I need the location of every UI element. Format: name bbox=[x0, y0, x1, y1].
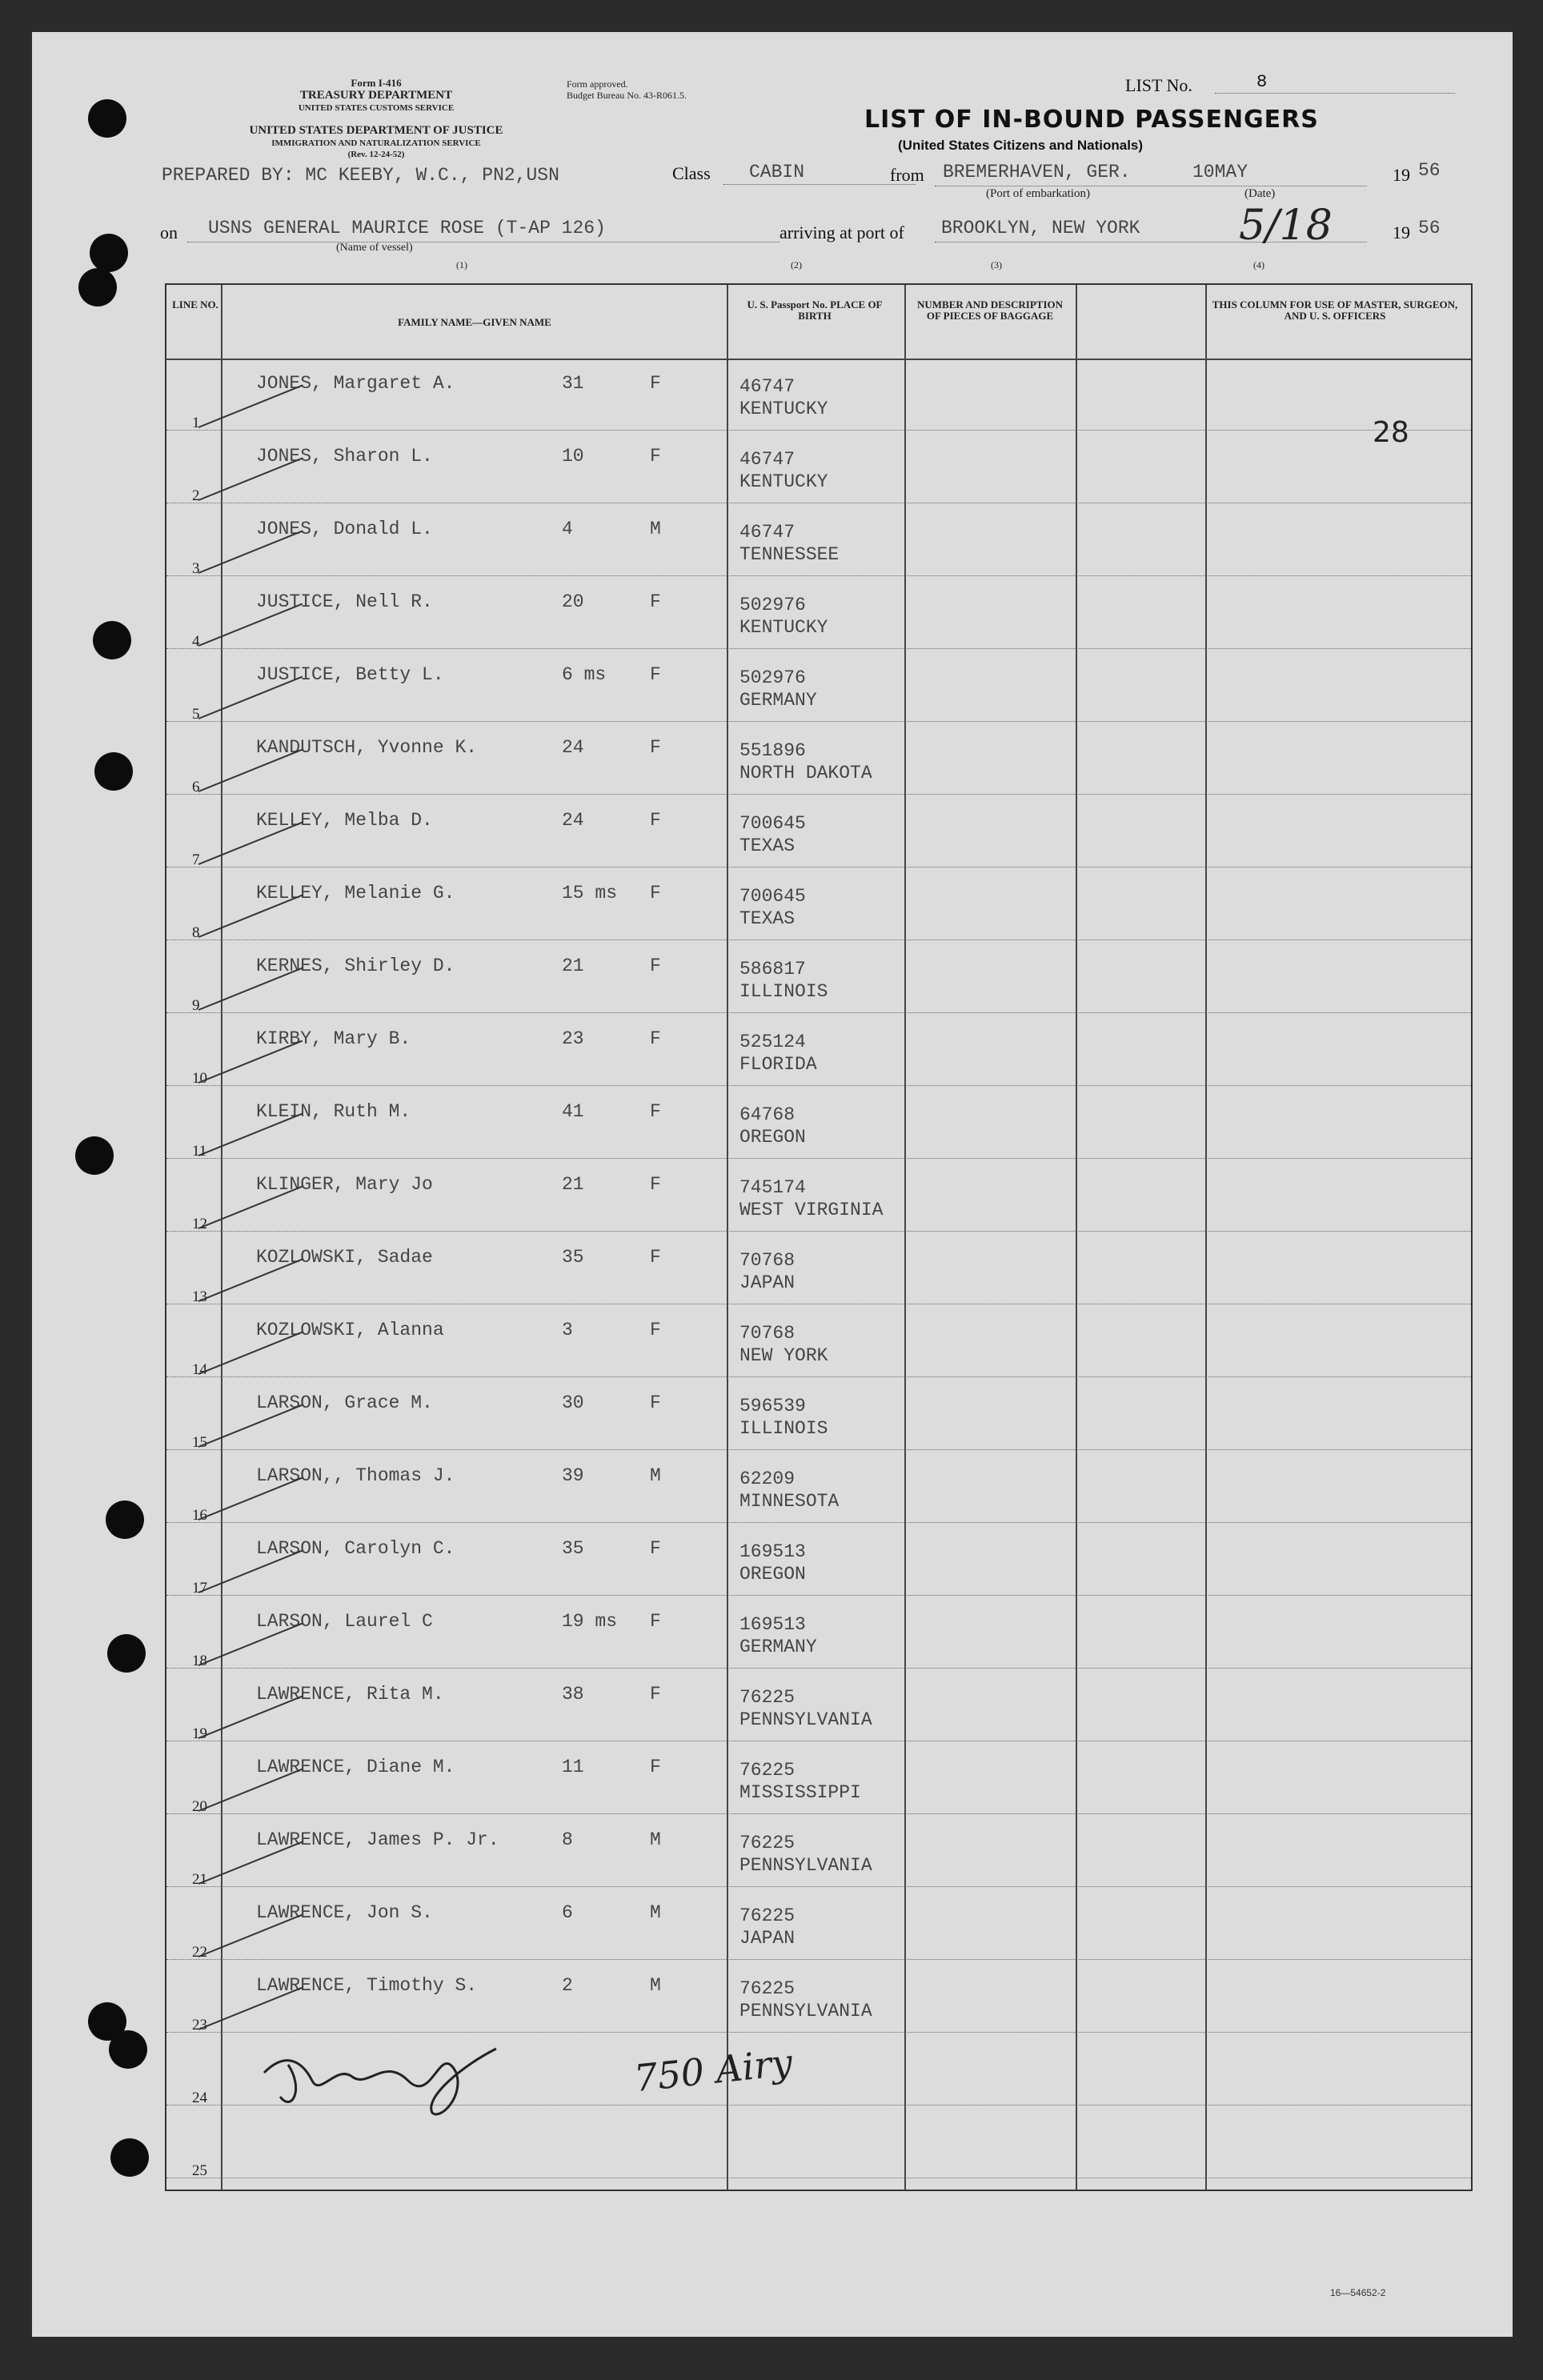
table-row bbox=[166, 504, 1471, 577]
line-number: 20 bbox=[192, 1798, 207, 1815]
passenger-name: KIRBY, Mary B. bbox=[256, 1028, 411, 1049]
passenger-name: JUSTICE, Nell R. bbox=[256, 591, 433, 612]
col-num-4: (4) bbox=[1253, 259, 1264, 270]
passport-number: 70768 bbox=[739, 1250, 796, 1271]
check-mark bbox=[198, 603, 303, 647]
passenger-name: LARSON, Laurel C bbox=[256, 1611, 433, 1632]
passenger-sex: F bbox=[650, 883, 661, 904]
line-number: 18 bbox=[192, 1653, 207, 1669]
passenger-sex: F bbox=[650, 1611, 661, 1632]
passenger-name: LARSON, Grace M. bbox=[256, 1392, 433, 1413]
passenger-sex: F bbox=[650, 373, 661, 394]
line-number: 25 bbox=[192, 2162, 207, 2179]
passenger-sex: F bbox=[650, 591, 661, 612]
passenger-name: JONES, Margaret A. bbox=[256, 373, 455, 394]
header-baggage: NUMBER AND DESCRIPTION OF PIECES OF BAGGAGE bbox=[916, 299, 1064, 322]
line-number: 22 bbox=[192, 1944, 207, 1961]
passenger-age: 24 bbox=[562, 737, 584, 758]
line-number: 5 bbox=[192, 706, 200, 723]
table-row bbox=[166, 1888, 1471, 1961]
form-footer-code: 16—54652-2 bbox=[1330, 2287, 1386, 2298]
check-mark bbox=[198, 1259, 303, 1302]
list-number: 8 bbox=[1256, 72, 1268, 92]
punch-hole bbox=[90, 234, 128, 272]
arriving-label: arriving at port of bbox=[780, 222, 904, 242]
birthplace: ILLINOIS bbox=[739, 981, 828, 1002]
birthplace: PENNSYLVANIA bbox=[739, 2001, 872, 2021]
passenger-age: 8 bbox=[562, 1829, 573, 1850]
table-row bbox=[166, 1087, 1471, 1160]
line-number: 17 bbox=[192, 1580, 207, 1597]
passport-number: 745174 bbox=[739, 1177, 806, 1198]
passenger-name: KOZLOWSKI, Alanna bbox=[256, 1320, 444, 1340]
line-number: 15 bbox=[192, 1434, 207, 1451]
on-label: on bbox=[160, 222, 178, 242]
table-row bbox=[166, 1669, 1471, 1742]
check-mark bbox=[198, 968, 303, 1011]
birthplace: JAPAN bbox=[739, 1928, 796, 1949]
birthplace: OREGON bbox=[739, 1564, 806, 1585]
passenger-name: LAWRENCE, Timothy S. bbox=[256, 1975, 478, 1996]
manifest-sheet bbox=[32, 32, 1513, 2337]
passenger-name: JONES, Donald L. bbox=[256, 519, 433, 539]
col-num-3: (3) bbox=[991, 259, 1002, 270]
passenger-sex: M bbox=[650, 519, 661, 539]
birthplace: TEXAS bbox=[739, 908, 796, 929]
passport-number: 502976 bbox=[739, 595, 806, 615]
birthplace: PENNSYLVANIA bbox=[739, 1709, 872, 1730]
table-row bbox=[166, 1742, 1471, 1815]
passenger-age: 39 bbox=[562, 1465, 584, 1486]
passenger-age: 20 bbox=[562, 591, 584, 612]
check-mark bbox=[198, 1404, 303, 1448]
passport-number: 46747 bbox=[739, 376, 796, 397]
passport-number: 46747 bbox=[739, 522, 796, 543]
passport-number: 76225 bbox=[739, 1687, 796, 1708]
passenger-age: 30 bbox=[562, 1392, 584, 1413]
passenger-sex: F bbox=[650, 1757, 661, 1777]
header-passport: U. S. Passport No. PLACE OF BIRTH bbox=[747, 299, 883, 322]
birthplace: JAPAN bbox=[739, 1272, 796, 1293]
vessel-label: (Name of vessel) bbox=[336, 242, 413, 254]
birthplace: KENTUCKY bbox=[739, 471, 828, 492]
justice-dept: UNITED STATES DEPARTMENT OF JUSTICE bbox=[249, 124, 503, 137]
check-mark bbox=[198, 1550, 303, 1593]
line-number: 13 bbox=[192, 1288, 207, 1305]
passenger-sex: F bbox=[650, 956, 661, 976]
check-mark bbox=[198, 1332, 303, 1375]
line-number: 8 bbox=[192, 924, 200, 941]
birthplace: OREGON bbox=[739, 1127, 806, 1148]
passenger-table bbox=[165, 283, 1473, 2191]
passport-number: 76225 bbox=[739, 1905, 796, 1926]
check-mark bbox=[198, 1914, 303, 1957]
form-approved: Form approved. bbox=[567, 78, 628, 90]
passenger-sex: M bbox=[650, 1902, 661, 1923]
date-label: (Date) bbox=[1244, 187, 1276, 200]
passenger-age: 24 bbox=[562, 810, 584, 831]
year-1: 56 bbox=[1418, 160, 1441, 181]
officer-note: 28 bbox=[1373, 416, 1409, 449]
line-number: 9 bbox=[192, 997, 200, 1014]
check-mark bbox=[198, 822, 303, 865]
table-row bbox=[166, 1597, 1471, 1669]
line-number: 4 bbox=[192, 633, 200, 650]
ins-service: IMMIGRATION AND NATURALIZATION SERVICE bbox=[271, 138, 481, 148]
punch-hole bbox=[88, 99, 126, 138]
passport-number: 586817 bbox=[739, 959, 806, 980]
birthplace: ILLINOIS bbox=[739, 1418, 828, 1439]
passenger-age: 38 bbox=[562, 1684, 584, 1705]
passenger-name: KELLEY, Melba D. bbox=[256, 810, 433, 831]
embark-port: BREMERHAVEN, GER. bbox=[943, 162, 1131, 182]
check-mark bbox=[198, 1769, 303, 1812]
table-row bbox=[166, 1014, 1471, 1087]
passenger-age: 35 bbox=[562, 1538, 584, 1559]
table-row bbox=[166, 1232, 1471, 1305]
punch-hole bbox=[75, 1136, 114, 1175]
line-number: 7 bbox=[192, 851, 200, 868]
passenger-sex: F bbox=[650, 1392, 661, 1413]
passenger-name: JUSTICE, Betty L. bbox=[256, 664, 444, 685]
passenger-sex: M bbox=[650, 1975, 661, 1996]
passport-number: 169513 bbox=[739, 1614, 806, 1635]
treasury-dept: TREASURY DEPARTMENT bbox=[299, 89, 453, 102]
prepared-by: PREPARED BY: MC KEEBY, W.C., PN2,USN bbox=[162, 165, 559, 186]
passenger-age: 6 ms bbox=[562, 664, 607, 685]
passenger-name: LARSON,, Thomas J. bbox=[256, 1465, 455, 1486]
line-number: 16 bbox=[192, 1507, 207, 1524]
check-mark bbox=[198, 1623, 303, 1666]
header-name: FAMILY NAME—GIVEN NAME bbox=[398, 316, 551, 328]
birthplace: KENTUCKY bbox=[739, 617, 828, 638]
check-mark bbox=[198, 895, 303, 938]
passenger-age: 41 bbox=[562, 1101, 584, 1122]
table-row bbox=[166, 1160, 1471, 1232]
passenger-name: KOZLOWSKI, Sadae bbox=[256, 1247, 433, 1268]
table-row bbox=[166, 1451, 1471, 1524]
passenger-age: 6 bbox=[562, 1902, 573, 1923]
birthplace: WEST VIRGINIA bbox=[739, 1200, 884, 1220]
passport-number: 596539 bbox=[739, 1396, 806, 1416]
signature bbox=[256, 2017, 512, 2137]
line-number: 19 bbox=[192, 1725, 207, 1742]
passenger-sex: F bbox=[650, 1538, 661, 1559]
birthplace: MINNESOTA bbox=[739, 1491, 840, 1512]
check-mark bbox=[198, 385, 303, 428]
birthplace: NORTH DAKOTA bbox=[739, 763, 872, 783]
line-number: 1 bbox=[192, 415, 200, 431]
passenger-age: 31 bbox=[562, 373, 584, 394]
year-prefix-1: 19 bbox=[1393, 165, 1410, 185]
passenger-age: 4 bbox=[562, 519, 573, 539]
passenger-name: LAWRENCE, James P. Jr. bbox=[256, 1829, 499, 1850]
passenger-age: 21 bbox=[562, 956, 584, 976]
budget-bureau: Budget Bureau No. 43-R061.5. bbox=[567, 90, 687, 101]
passport-number: 502976 bbox=[739, 667, 806, 688]
passenger-sex: F bbox=[650, 1101, 661, 1122]
passenger-sex: F bbox=[650, 1320, 661, 1340]
passport-number: 551896 bbox=[739, 740, 806, 761]
passenger-name: LAWRENCE, Jon S. bbox=[256, 1902, 433, 1923]
year-prefix-2: 19 bbox=[1393, 222, 1410, 242]
passport-number: 525124 bbox=[739, 1032, 806, 1052]
table-row bbox=[166, 431, 1471, 504]
check-mark bbox=[198, 531, 303, 574]
check-mark bbox=[198, 458, 303, 501]
passenger-name: LARSON, Carolyn C. bbox=[256, 1538, 455, 1559]
passenger-name: KLINGER, Mary Jo bbox=[256, 1174, 433, 1195]
birthplace: TEXAS bbox=[739, 835, 796, 856]
punch-hole bbox=[78, 268, 117, 307]
check-mark bbox=[198, 1477, 303, 1521]
passport-number: 169513 bbox=[739, 1541, 806, 1562]
arrival-port: BROOKLYN, NEW YORK bbox=[941, 218, 1140, 238]
table-row bbox=[166, 650, 1471, 723]
passenger-age: 3 bbox=[562, 1320, 573, 1340]
birthplace: GERMANY bbox=[739, 1637, 817, 1657]
line-number: 24 bbox=[192, 2090, 207, 2106]
line-number: 3 bbox=[192, 560, 200, 577]
class-value: CABIN bbox=[749, 162, 805, 182]
form-number: Form I-416 bbox=[351, 77, 402, 89]
table-row bbox=[166, 723, 1471, 795]
table-row bbox=[166, 1305, 1471, 1378]
passenger-name: KERNES, Shirley D. bbox=[256, 956, 455, 976]
birthplace: FLORIDA bbox=[739, 1054, 817, 1075]
passport-number: 62209 bbox=[739, 1468, 796, 1489]
passenger-sex: F bbox=[650, 446, 661, 467]
table-row bbox=[166, 359, 1471, 431]
passenger-sex: F bbox=[650, 1174, 661, 1195]
birthplace: KENTUCKY bbox=[739, 399, 828, 419]
table-row bbox=[166, 868, 1471, 941]
passenger-name: JONES, Sharon L. bbox=[256, 446, 433, 467]
check-mark bbox=[198, 1040, 303, 1084]
passport-number: 70768 bbox=[739, 1323, 796, 1344]
passenger-name: KELLEY, Melanie G. bbox=[256, 883, 455, 904]
birthplace: PENNSYLVANIA bbox=[739, 1855, 872, 1876]
passenger-age: 10 bbox=[562, 446, 584, 467]
line-number: 23 bbox=[192, 2017, 207, 2033]
check-mark bbox=[198, 676, 303, 719]
col-num-2: (2) bbox=[791, 259, 802, 270]
passenger-name: KLEIN, Ruth M. bbox=[256, 1101, 411, 1122]
list-no-label: LIST No. bbox=[1125, 75, 1192, 95]
check-mark bbox=[198, 1841, 303, 1885]
passenger-age: 2 bbox=[562, 1975, 573, 1996]
passenger-sex: M bbox=[650, 1829, 661, 1850]
birthplace: NEW YORK bbox=[739, 1345, 828, 1366]
passenger-sex: F bbox=[650, 664, 661, 685]
table-row bbox=[166, 577, 1471, 650]
punch-hole bbox=[109, 2030, 147, 2069]
check-mark bbox=[198, 749, 303, 792]
handwritten-annotation: 750 Airy bbox=[631, 2040, 795, 2101]
embark-date: 10MAY bbox=[1192, 162, 1248, 182]
customs-service: UNITED STATES CUSTOMS SERVICE bbox=[298, 103, 455, 113]
passenger-name: LAWRENCE, Diane M. bbox=[256, 1757, 455, 1777]
from-label: from bbox=[890, 165, 924, 185]
page-title: LIST OF IN-BOUND PASSENGERS bbox=[864, 106, 1319, 134]
passenger-sex: F bbox=[650, 1684, 661, 1705]
line-number: 12 bbox=[192, 1216, 207, 1232]
passport-number: 76225 bbox=[739, 1760, 796, 1781]
birthplace: GERMANY bbox=[739, 690, 817, 711]
line-number: 2 bbox=[192, 487, 200, 504]
punch-hole bbox=[94, 752, 133, 791]
passenger-sex: M bbox=[650, 1465, 661, 1486]
passenger-age: 11 bbox=[562, 1757, 584, 1777]
passenger-sex: F bbox=[650, 1028, 661, 1049]
arrival-date-handwritten: 5/18 bbox=[1239, 202, 1333, 250]
passport-number: 46747 bbox=[739, 449, 796, 470]
check-mark bbox=[198, 1113, 303, 1156]
line-number: 10 bbox=[192, 1070, 207, 1087]
header-line-no: LINE NO. bbox=[172, 299, 218, 311]
table-row bbox=[166, 795, 1471, 868]
table-row bbox=[166, 1524, 1471, 1597]
line-number: 14 bbox=[192, 1361, 207, 1378]
passenger-age: 23 bbox=[562, 1028, 584, 1049]
birthplace: MISSISSIPPI bbox=[739, 1782, 861, 1803]
passenger-age: 21 bbox=[562, 1174, 584, 1195]
year-2: 56 bbox=[1418, 218, 1441, 238]
check-mark bbox=[198, 1186, 303, 1229]
punch-hole bbox=[106, 1501, 144, 1539]
passenger-name: LAWRENCE, Rita M. bbox=[256, 1684, 444, 1705]
birthplace: TENNESSEE bbox=[739, 544, 840, 565]
class-label: Class bbox=[672, 163, 711, 183]
passenger-sex: F bbox=[650, 737, 661, 758]
line-number: 6 bbox=[192, 779, 200, 795]
vessel-name: USNS GENERAL MAURICE ROSE (T-AP 126) bbox=[208, 218, 606, 238]
port-embark-label: (Port of embarkation) bbox=[986, 187, 1090, 200]
revision: (Rev. 12-24-52) bbox=[347, 150, 405, 159]
punch-hole bbox=[93, 621, 131, 659]
page-subtitle: (United States Citizens and Nationals) bbox=[898, 138, 1144, 153]
table-row bbox=[166, 1378, 1471, 1451]
passport-number: 76225 bbox=[739, 1833, 796, 1853]
passenger-sex: F bbox=[650, 1247, 661, 1268]
punch-hole bbox=[110, 2138, 149, 2177]
passport-number: 700645 bbox=[739, 813, 806, 834]
punch-hole bbox=[107, 1634, 146, 1673]
header-officers: THIS COLUMN FOR USE OF MASTER, SURGEON, AND U. S. OFFICERS bbox=[1212, 299, 1458, 322]
check-mark bbox=[198, 1696, 303, 1739]
passenger-age: 19 ms bbox=[562, 1611, 618, 1632]
col-num-1: (1) bbox=[456, 259, 467, 270]
line-number: 21 bbox=[192, 1871, 207, 1888]
table-row bbox=[166, 1815, 1471, 1888]
passport-number: 64768 bbox=[739, 1104, 796, 1125]
passenger-sex: F bbox=[650, 810, 661, 831]
passenger-age: 35 bbox=[562, 1247, 584, 1268]
passenger-name: KANDUTSCH, Yvonne K. bbox=[256, 737, 478, 758]
passport-number: 700645 bbox=[739, 886, 806, 907]
table-row bbox=[166, 941, 1471, 1014]
passenger-age: 15 ms bbox=[562, 883, 618, 904]
line-number: 11 bbox=[192, 1143, 207, 1160]
passport-number: 76225 bbox=[739, 1978, 796, 1999]
